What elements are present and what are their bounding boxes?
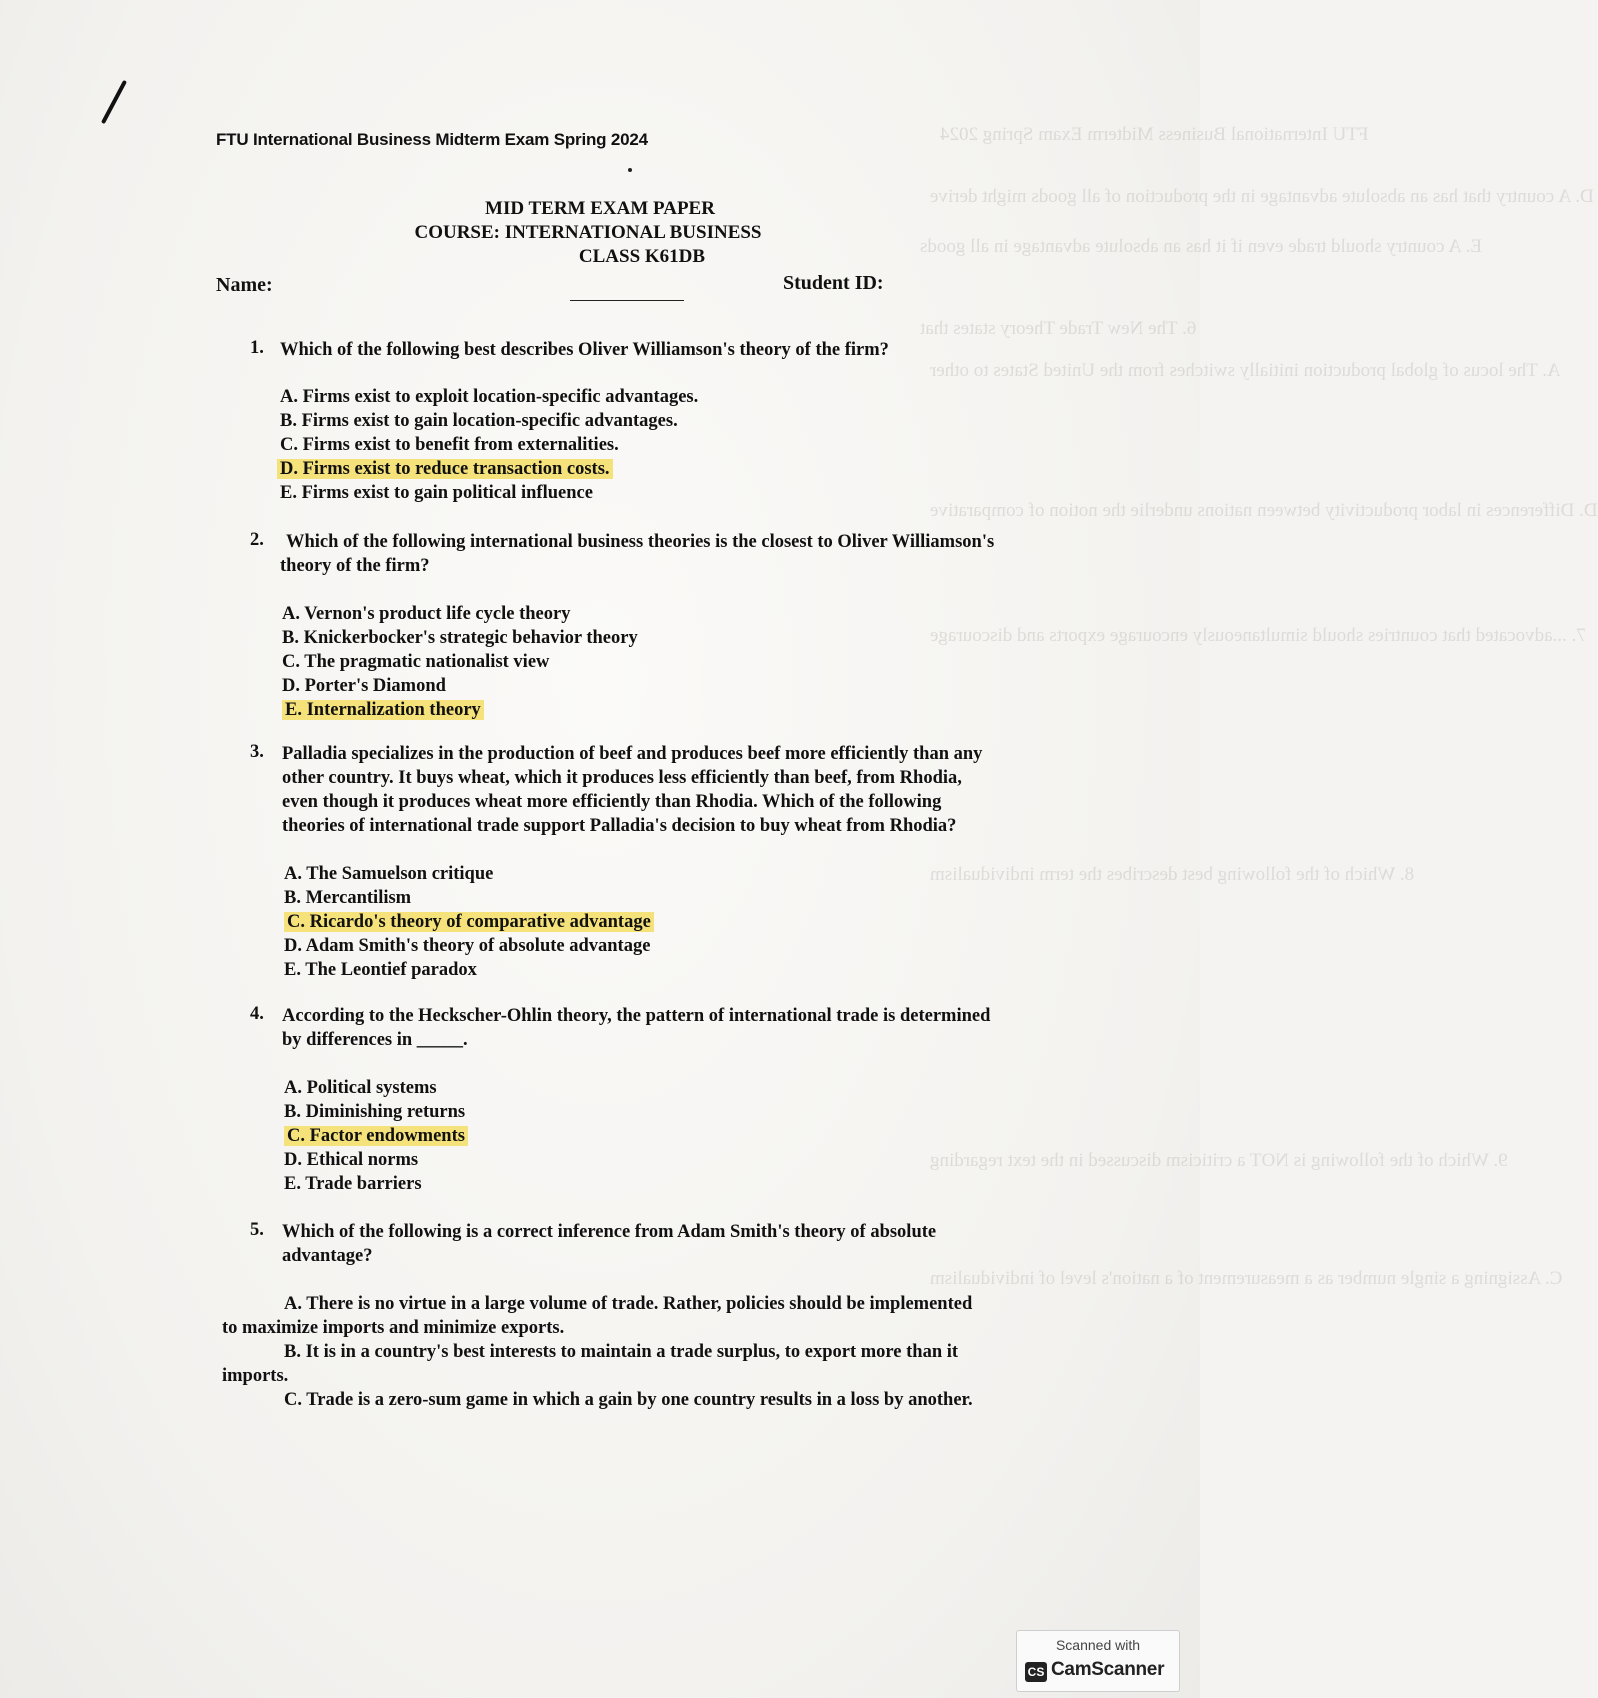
question-4-text-line-1: According to the Heckscher-Ohlin theory, the pattern of international trade is determined [282,1006,991,1026]
title-line-1: MID TERM EXAM PAPER [485,198,715,219]
q1-option-e: E. Firms exist to gain political influence [280,483,593,503]
q2-option-a: A. Vernon's product life cycle theory [282,604,571,624]
bleed-through-text: A. The locus of global production initially switches from the United States to other [930,360,1561,381]
q5-option-b-line-1: B. It is in a country's best interests to maintain a trade surplus, to export more than it [284,1342,959,1362]
question-2-text-line-2: theory of the firm? [280,556,430,576]
q2-option-b: B. Knickerbocker's strategic behavior theory [282,628,638,648]
q3-option-a: A. The Samuelson critique [284,864,494,884]
q5-option-a-line-1: A. There is no virtue in a large volume of trade. Rather, policies should be implemented [284,1294,973,1314]
question-3-text-line-1: Palladia specializes in the production of beef and produces beef more efficiently than any [282,744,983,764]
bleed-through-text: C. Assigning a single number as a measurement of a nation's level of individualism [930,1268,1563,1289]
title-line-2: COURSE: INTERNATIONAL BUSINESS [414,222,762,243]
q4-option-e: E. Trade barriers [284,1174,422,1194]
bleed-through-text: E. A country should trade even if it has an absolute advantage in all goods [920,236,1482,257]
q3-option-d: D. Adam Smith's theory of absolute advantage [284,936,651,956]
bleed-through-text: 7. ...advocated that countries should simultaneously encourage exports and discourage [930,625,1586,646]
q4-answer-highlight: C. Factor endowments [284,1126,468,1146]
q3-option-b: B. Mercantilism [284,888,412,908]
q3-option-e: E. The Leontief paradox [284,960,477,980]
question-5-text-line-2: advantage? [282,1246,373,1266]
question-4-number: 4. [250,1004,264,1024]
question-3-text-line-4: theories of international trade support Palladia's decision to buy wheat from Rhodia? [282,816,957,836]
camscanner-name: CamScanner [1051,1659,1165,1680]
q4-option-b: B. Diminishing returns [284,1102,466,1122]
q1-option-c: C. Firms exist to benefit from externalities. [280,435,619,455]
q3-option-c-highlighted [287,910,654,934]
q4-option-c-highlighted [287,1124,468,1148]
pen-stroke [101,80,127,124]
question-3-text-line-2: other country. It buys wheat, which it produces less efficiently than beef, from Rhodia, [282,768,962,788]
question-2-text-line-1: Which of the following international business theories is the closest to Oliver Williamson's [286,532,995,552]
camscanner-watermark [1016,1630,1180,1692]
q2-answer-highlight: E. Internalization theory [282,700,484,720]
bleed-through-text: 6. The New Trade Theory states that [920,318,1197,339]
question-2-number: 2. [250,530,264,550]
scanned-with-text: Scanned with [1055,1637,1141,1653]
student-id-label: Student ID: [783,272,884,294]
q1-option-a: A. Firms exist to exploit location-specific advantages. [280,387,699,407]
q1-option-d-highlighted [280,457,613,481]
ink-dot [628,168,632,172]
q4-option-d: D. Ethical norms [284,1150,419,1170]
name-underline [570,300,684,301]
exam-header: FTU International Business Midterm Exam Spring 2024 [216,130,648,149]
camscanner-logo-icon: CS [1025,1662,1047,1682]
bleed-through-text: 9. Which of the following is NOT a criticism discussed in the text regarding [930,1150,1508,1171]
q5-option-c: C. Trade is a zero-sum game in which a gain by one country results in a loss by another. [284,1390,973,1410]
question-5-number: 5. [250,1220,264,1240]
q5-option-a-line-2: to maximize imports and minimize exports. [222,1318,565,1338]
q1-answer-highlight: D. Firms exist to reduce transaction costs. [277,459,613,479]
question-4-text-line-2: by differences in _____. [282,1030,468,1050]
q1-option-b: B. Firms exist to gain location-specific advantages. [280,411,678,431]
question-1-number: 1. [250,338,264,358]
bleed-through-text: 8. Which of the following best describes the term individualism [930,864,1415,885]
q4-option-a: A. Political systems [284,1078,437,1098]
bleed-through-text: D. Differences in labor productivity between nations underlie the notion of comparative [930,500,1598,521]
title-line-3: CLASS K61DB [578,246,706,267]
q3-answer-highlight: C. Ricardo's theory of comparative advantage [284,912,654,932]
question-5-text-line-1: Which of the following is a correct inference from Adam Smith's theory of absolute [282,1222,937,1242]
q5-option-b-line-2: imports. [222,1366,289,1386]
question-3-text-line-3: even though it produces wheat more efficiently than Rhodia. Which of the following [282,792,942,812]
q2-option-e-highlighted [285,698,484,722]
q2-option-c: C. The pragmatic nationalist view [282,652,550,672]
question-3-number: 3. [250,742,264,762]
question-1-text: Which of the following best describes Oliver Williamson's theory of the firm? [280,340,889,360]
name-label: Name: [216,274,273,296]
bleed-through-text: D. A country that has an absolute advantage in the production of all goods might derive [930,186,1594,207]
q2-option-d: D. Porter's Diamond [282,676,446,696]
bleed-through-text: FTU International Business Midterm Exam Spring 2024 [940,124,1369,145]
